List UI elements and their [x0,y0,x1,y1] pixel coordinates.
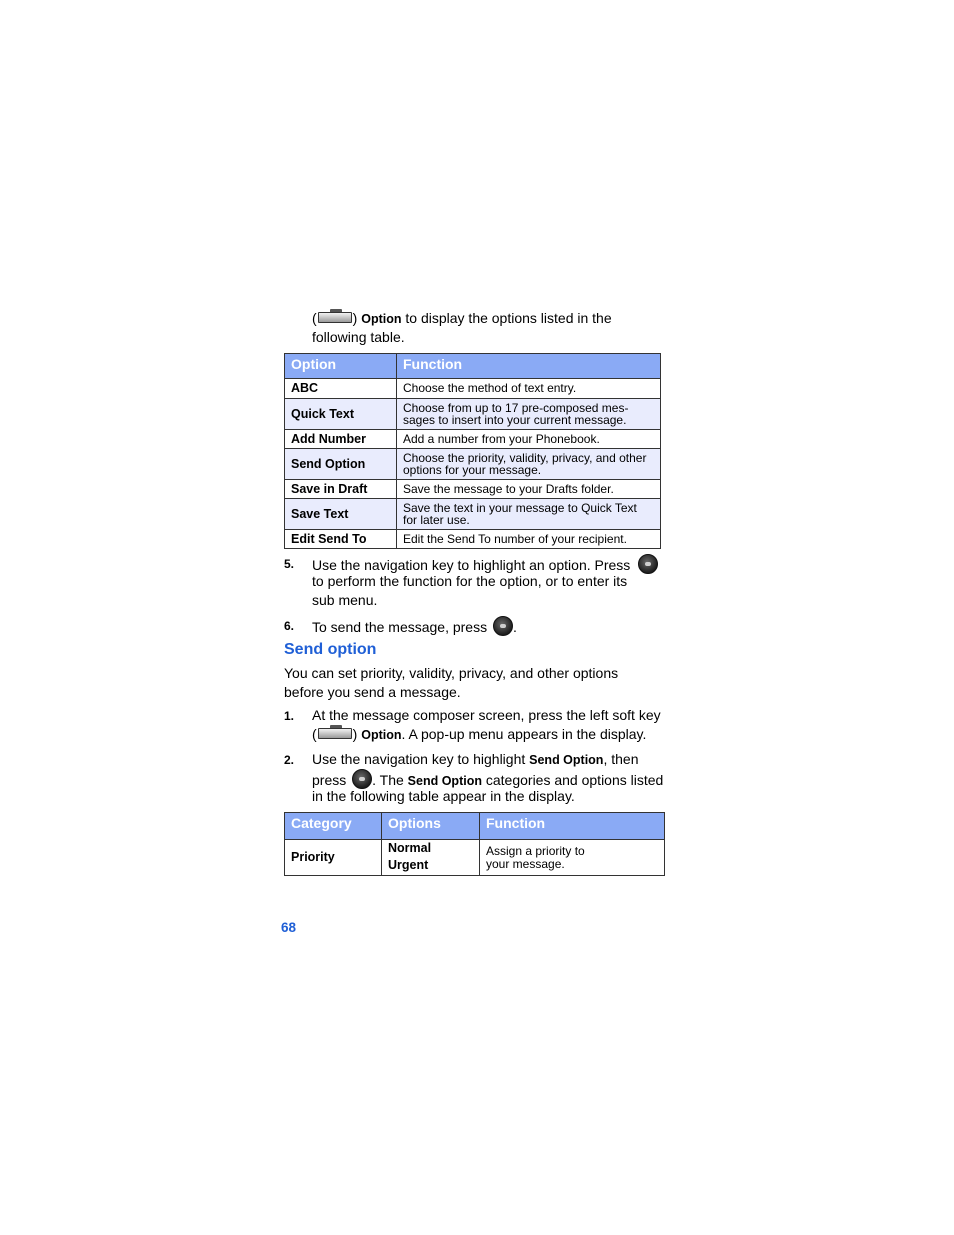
step-5-line-3: sub menu. [312,592,378,608]
ok-key-icon [352,769,372,789]
category-cell: Priority [285,840,382,876]
step-6-number: 6. [284,619,295,633]
option-label: Option [361,312,402,326]
step-2-line-3: in the following table appear in the display. [312,788,575,804]
table-row [285,449,661,480]
intro-line-1: ( ) Option to display the options listed in the [312,310,612,326]
table-row [285,840,665,876]
options-table [284,353,661,549]
header-category: Category [285,813,382,840]
step-1-line-1: At the message composer screen, press the left soft key [312,707,661,723]
table-row [285,399,661,430]
ok-key-icon [638,554,658,574]
function-cell: Save the text in your message to Quick Text for later use. [397,499,661,530]
step-2-line-1: Use the navigation key to highlight Send Option, then [312,751,639,767]
option-cell: ABC [285,379,397,399]
step-2-line-2: press . The Send Option categories and options listed [312,769,663,791]
function-cell: Edit the Send To number of your recipient. [397,530,661,549]
section-heading: Send option [284,641,377,658]
step-1-number: 1. [284,709,295,723]
category-table [284,812,665,876]
step-5-line-1: Use the navigation key to highlight an option. Press [312,554,658,575]
option-cell: Save Text [285,499,397,530]
page-number: 68 [281,920,297,935]
table-row [285,379,661,399]
table-row [285,430,661,449]
function-cell: Add a number from your Phonebook. [397,430,661,449]
table-row [285,480,661,499]
send-option-label: Send Option [407,774,482,788]
function-cell: Choose the priority, validity, privacy, and other options for your message. [397,449,661,480]
ok-key-icon [493,616,513,636]
step-5-line-2: to perform the function for the option, or to enter its [312,573,628,589]
option-cell: Save in Draft [285,480,397,499]
function-cell: Choose from up to 17 pre-composed mes- sages to insert into your current message. [397,399,661,430]
function-cell: Assign a priority to your message. [480,840,665,876]
function-cell: Choose the method of text entry. [397,379,661,399]
header-function: Function [397,354,661,379]
option-cell: Edit Send To [285,530,397,549]
left-softkey-icon [318,728,352,740]
option-cell: Add Number [285,430,397,449]
step-2-number: 2. [284,753,295,767]
option-cell: Quick Text [285,399,397,430]
header-options: Options [382,813,480,840]
step-6-line: To send the message, press . [312,616,517,637]
intro-line-2: following table. [312,329,405,345]
function-cell: Save the message to your Drafts folder. [397,480,661,499]
section-para-line-1: You can set priority, validity, privacy, and other options [284,665,619,681]
option-cell: Send Option [285,449,397,480]
header-function: Function [480,813,665,840]
step-5-number: 5. [284,557,295,571]
table-row [285,499,661,530]
option-label: Option [361,728,402,742]
left-softkey-icon [318,312,352,324]
header-option: Option [285,354,397,379]
section-para-line-2: before you send a message. [284,684,461,700]
step-1-line-2: ( ) Option. A pop-up menu appears in the display. [312,726,647,742]
table-row [285,530,661,549]
options-cell: Normal Urgent [382,840,480,876]
send-option-label: Send Option [529,753,604,767]
